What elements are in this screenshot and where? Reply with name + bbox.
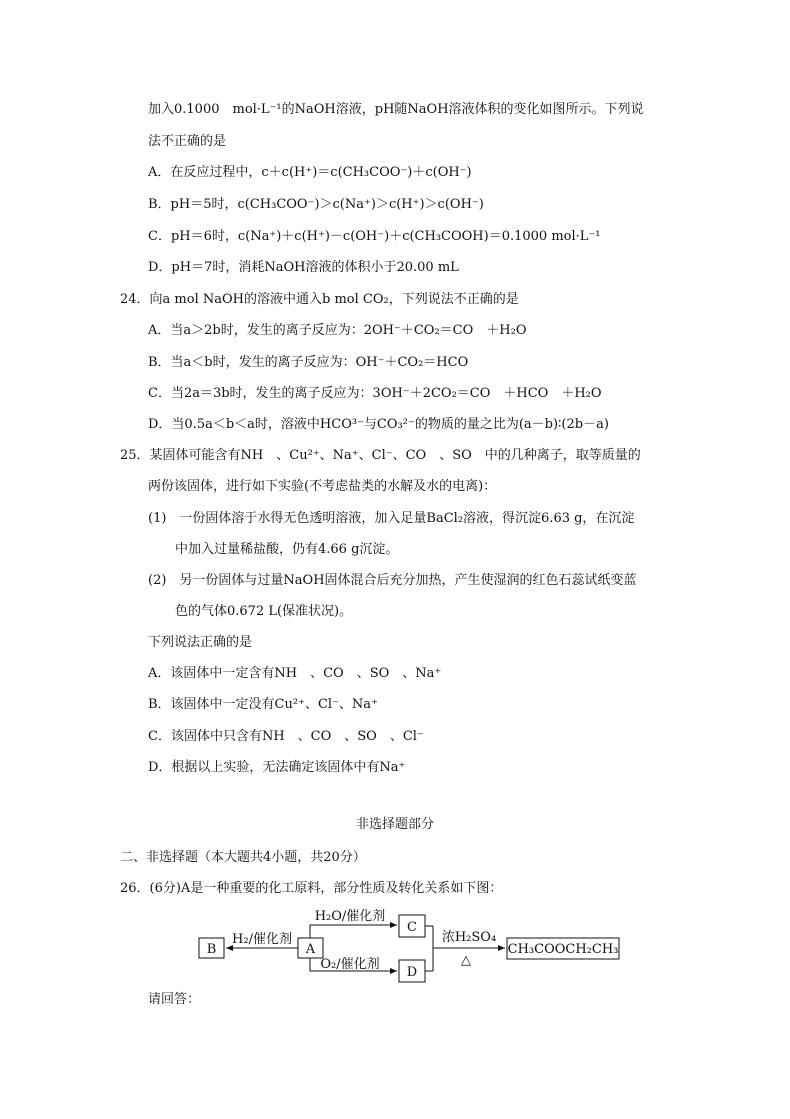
q25-option-b: B．该固体中一定没有Cu²⁺、Cl⁻、Na⁺ bbox=[148, 697, 378, 712]
q23-stem-line2: 法不正确的是 bbox=[148, 134, 227, 149]
compound-b-label: B bbox=[206, 942, 217, 957]
q25-ask: 下列说法正确的是 bbox=[148, 635, 253, 650]
q25-part1-line1: (1) 一份固体溶于水得无色透明溶液，加入足量BaCl₂溶液，得沉淀6.63 g，在沉淀 bbox=[148, 511, 635, 526]
q24-option-c: C．当2a＝3b时，发生的离子反应为：3OH⁻＋2CO₂＝CO ＋HCO ＋H₂O bbox=[148, 386, 602, 401]
compound-d-label: D bbox=[406, 965, 418, 980]
q25-stem-line1: 25．某固体可能含有NH 、Cu²⁺、Na⁺、Cl⁻、CO 、SO 中的几种离子，取等质量的 bbox=[120, 448, 641, 463]
q26-answer-prompt: 请回答： bbox=[148, 992, 201, 1007]
reaction-flow-diagram bbox=[190, 905, 630, 990]
q25-part1-line2: 中加入过量稀盐酸，仍有4.66 g沉淀。 bbox=[175, 542, 399, 557]
q23-option-c: C．pH＝6时，c(Na⁺)＋c(H⁺)－c(OH⁻)＋c(CH₃COOH)＝0.1000 mol·L⁻¹ bbox=[148, 229, 601, 244]
o2-catalyst-label: O₂/催化剂 bbox=[320, 957, 380, 972]
arrow-a-to-c bbox=[310, 925, 397, 938]
q23-stem-line1: 加入0.1000 mol·L⁻¹的NaOH溶液，pH随NaOH溶液体积的变化如图所示。下列说 bbox=[148, 102, 644, 117]
q26-stem: 26．(6分)A是一种重要的化工原料，部分性质及转化关系如下图： bbox=[120, 881, 503, 896]
q25-option-c: C．该固体中只含有NH 、CO 、SO 、Cl⁻ bbox=[148, 729, 424, 744]
q24-option-a: A．当a＞2b时，发生的离子反应为：2OH⁻＋CO₂＝CO ＋H₂O bbox=[148, 323, 527, 338]
compound-a-label: A bbox=[305, 942, 316, 957]
q25-stem-line2: 两份该固体，进行如下实验(不考虑盐类的水解及水的电离)： bbox=[148, 479, 497, 494]
section-header: 二、非选择题（本大题共4小题，共20分） bbox=[120, 850, 366, 865]
q23-option-a: A．在反应过程中，c＋c(H⁺)＝c(CH₃COO⁻)＋c(OH⁻) bbox=[148, 165, 472, 180]
heat-symbol: △ bbox=[461, 953, 471, 968]
q23-option-d: D．pH＝7时，消耗NaOH溶液的体积小于20.00 mL bbox=[148, 260, 459, 275]
q25-part2-line1: (2) 另一份固体与过量NaOH固体混合后充分加热，产生使湿润的红色石蕊试纸变蓝 bbox=[148, 573, 637, 588]
q25-option-a: A．该固体中一定含有NH 、CO 、SO 、Na⁺ bbox=[148, 666, 442, 681]
q24-option-b: B．当a＜b时，发生的离子反应为：OH⁻＋CO₂＝HCO bbox=[148, 355, 469, 370]
compound-c-label: C bbox=[407, 920, 417, 935]
q24-stem: 24．向a mol NaOH的溶液中通入b mol CO₂，下列说法不正确的是 bbox=[120, 292, 519, 307]
h2-catalyst-label: H₂/催化剂 bbox=[232, 932, 292, 947]
q23-option-b: B．pH＝5时，c(CH₃COO⁻)＞c(Na⁺)＞c(H⁺)＞c(OH⁻) bbox=[148, 197, 484, 212]
product-formula: CH₃COOCH₂CH₃ bbox=[507, 942, 619, 957]
section-title: 非选择题部分 bbox=[355, 817, 434, 832]
q25-part2-line2: 色的气体0.672 L(保准状况)。 bbox=[175, 604, 353, 619]
conc-h2so4-label: 浓H₂SO₄ bbox=[441, 930, 497, 945]
q24-option-d: D．当0.5a＜b＜a时，溶液中HCO³⁻与CO₃²⁻的物质的量之比为(a－b)∶(2b－a) bbox=[148, 417, 609, 432]
h2o-catalyst-label: H₂O/催化剂 bbox=[314, 909, 386, 924]
q25-option-d: D．根据以上实验，无法确定该固体中有Na⁺ bbox=[148, 760, 406, 775]
